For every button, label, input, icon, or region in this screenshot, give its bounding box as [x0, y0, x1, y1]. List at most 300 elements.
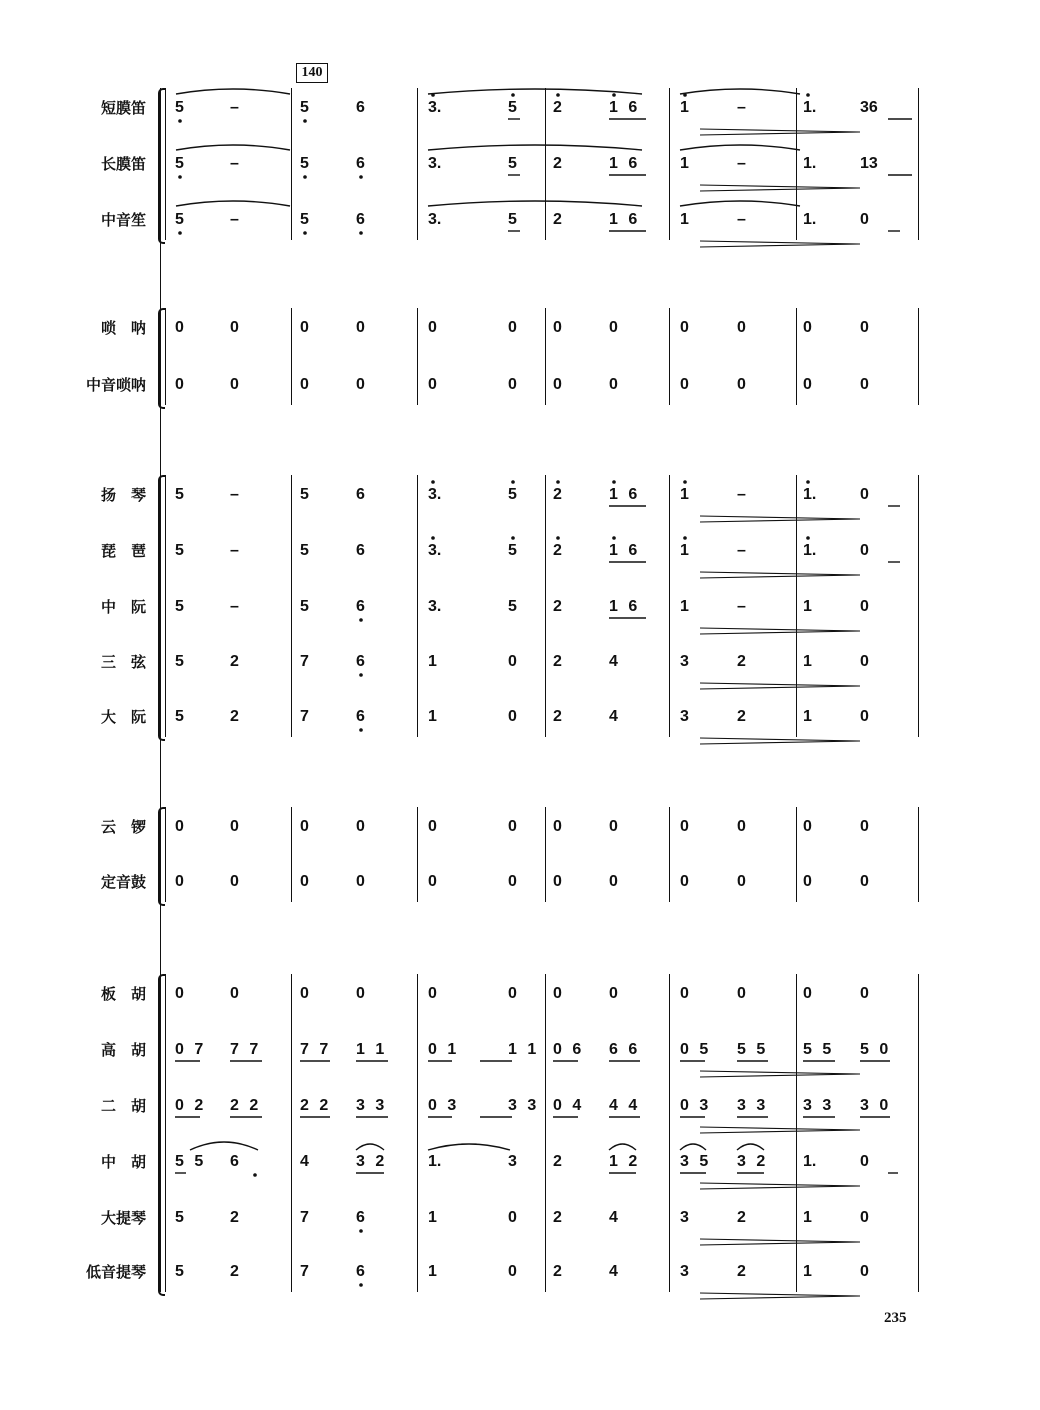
note-cell: 0 — [860, 542, 869, 559]
note-cell: 0 — [553, 873, 562, 890]
note-cell: 5 5 — [175, 1153, 207, 1170]
diminuendo-hairpin — [700, 1186, 860, 1189]
diminuendo-hairpin — [700, 1183, 860, 1186]
note-cell: 3 2 — [737, 1153, 769, 1170]
note-cell: 5 5 — [803, 1041, 835, 1058]
note-cell: 0 — [803, 376, 812, 393]
diminuendo-hairpin — [700, 1071, 860, 1074]
diminuendo-hairpin — [700, 241, 860, 244]
note-cell: 0 — [300, 319, 309, 336]
note-cell: 0 — [860, 1153, 869, 1170]
note-cell: 1 — [803, 1209, 812, 1226]
octave-dot-high — [612, 480, 616, 484]
instrument-label: 短膜笛 — [100, 99, 146, 117]
note-cell: 0 6 — [553, 1041, 585, 1058]
note-cell: 0 — [553, 376, 562, 393]
phrase-slur — [680, 201, 800, 206]
instrument-label: 唢 呐 — [100, 319, 146, 337]
note-cell: 0 — [230, 873, 239, 890]
instrument-label: 大提琴 — [100, 1209, 146, 1227]
note-cell: 0 — [356, 319, 365, 336]
diminuendo-hairpin — [700, 1293, 860, 1296]
note-cell: 3 5 — [680, 1153, 712, 1170]
note-cell: 1 — [680, 99, 689, 116]
note-cell: 5 — [508, 486, 517, 503]
note-cell: 3 3 — [737, 1097, 769, 1114]
note-cell: 0 — [860, 818, 869, 835]
note-cell: 0 — [803, 985, 812, 1002]
note-cell: 0 — [230, 376, 239, 393]
note-cell: 0 — [860, 598, 869, 615]
note-cell: 6 — [356, 99, 365, 116]
note-cell: 0 — [609, 319, 618, 336]
note-cell: 0 — [860, 1209, 869, 1226]
note-cell: 0 — [300, 873, 309, 890]
instrument-label: 三 弦 — [100, 653, 146, 671]
note-cell: 0 — [737, 873, 746, 890]
note-cell: 0 — [230, 319, 239, 336]
octave-dot-high — [556, 93, 560, 97]
note-cell: 36 — [860, 99, 878, 116]
note-cell: – — [230, 211, 239, 228]
instrument-label: 扬 琴 — [100, 486, 146, 504]
note-cell: 5 — [175, 598, 184, 615]
note-cell: 5 — [175, 542, 184, 559]
diminuendo-hairpin — [700, 683, 860, 686]
octave-dot-low — [178, 175, 182, 179]
note-cell: 5 — [175, 653, 184, 670]
note-cell: 1. — [803, 486, 817, 503]
note-cell: 0 — [680, 985, 689, 1002]
octave-dot-low — [253, 1173, 257, 1177]
note-cell: 6 — [356, 155, 365, 172]
note-cell: 0 — [175, 818, 184, 835]
note-cell: 0 — [175, 873, 184, 890]
note-cell: – — [230, 598, 239, 615]
note-cell: 5 — [175, 1209, 184, 1226]
note-cell: 3 — [680, 1263, 689, 1280]
note-cell: 1 — [803, 653, 812, 670]
note-cell: 0 — [680, 818, 689, 835]
octave-dot-low — [359, 618, 363, 622]
instrument-label: 低音提琴 — [85, 1263, 146, 1281]
note-cell: 0 — [860, 653, 869, 670]
note-cell: 0 — [508, 873, 517, 890]
diminuendo-hairpin — [700, 738, 860, 741]
note-cell: 2 — [553, 486, 562, 503]
note-cell: 6 — [356, 211, 365, 228]
note-cell: 0 — [680, 376, 689, 393]
octave-dot-low — [303, 175, 307, 179]
diminuendo-hairpin — [700, 132, 860, 135]
note-cell: 5 — [508, 99, 517, 116]
note-cell: 1 — [428, 1209, 437, 1226]
octave-dot-high — [511, 93, 515, 97]
diminuendo-hairpin — [700, 185, 860, 188]
note-cell: 6 — [356, 653, 365, 670]
note-cell: 0 — [860, 211, 869, 228]
note-cell: – — [737, 486, 746, 503]
note-cell: 2 — [737, 653, 746, 670]
note-cell: 0 — [300, 376, 309, 393]
phrase-slur — [428, 89, 642, 94]
note-cell: 5 — [175, 155, 184, 172]
instrument-label: 中音唢呐 — [85, 376, 146, 394]
note-cell: 5 — [508, 211, 517, 228]
octave-dot-high — [511, 536, 515, 540]
phrase-slur — [428, 201, 642, 206]
instrument-label: 长膜笛 — [100, 155, 146, 173]
legato-slur — [737, 1144, 764, 1150]
octave-dot-low — [303, 231, 307, 235]
note-cell: 3 0 — [860, 1097, 892, 1114]
note-cell: 0 — [508, 1209, 517, 1226]
phrase-slur — [176, 89, 290, 94]
note-cell: 0 — [609, 818, 618, 835]
note-cell: 0 — [737, 818, 746, 835]
note-cell: 4 — [609, 1209, 618, 1226]
note-cell: 2 2 — [300, 1097, 332, 1114]
note-cell: – — [737, 99, 746, 116]
note-cell: 1 — [680, 542, 689, 559]
note-cell: 5 — [300, 99, 309, 116]
diminuendo-hairpin — [700, 244, 860, 247]
note-cell: 1 6 — [609, 211, 641, 228]
note-cell: 0 4 — [553, 1097, 585, 1114]
octave-dot-low — [359, 673, 363, 677]
octave-dot-high — [431, 536, 435, 540]
note-cell: 0 — [175, 376, 184, 393]
note-cell: 1 2 — [609, 1153, 641, 1170]
note-cell: 3. — [428, 486, 442, 503]
octave-dot-low — [359, 175, 363, 179]
note-cell: 0 3 — [428, 1097, 460, 1114]
instrument-label: 板 胡 — [100, 985, 146, 1003]
note-cell: 4 4 — [609, 1097, 641, 1114]
note-cell: 0 — [300, 818, 309, 835]
note-cell: 1 — [803, 1263, 812, 1280]
diminuendo-hairpin — [700, 1127, 860, 1130]
note-cell: 3. — [428, 542, 442, 559]
note-cell: 1 6 — [609, 99, 641, 116]
note-cell: 1 6 — [609, 486, 641, 503]
note-cell: 0 — [609, 873, 618, 890]
note-cell: 1 1 — [356, 1041, 388, 1058]
note-cell: 3 3 — [803, 1097, 835, 1114]
note-cell: – — [737, 598, 746, 615]
note-cell: 2 — [737, 1263, 746, 1280]
note-cell: 5 — [175, 211, 184, 228]
phrase-slur — [176, 201, 290, 206]
note-cell: 5 — [175, 1263, 184, 1280]
note-cell: 0 — [356, 985, 365, 1002]
note-cell: 0 — [428, 818, 437, 835]
note-cell: 7 — [300, 1263, 309, 1280]
note-cell: 1 — [680, 155, 689, 172]
note-cell: 5 — [508, 598, 517, 615]
note-cell: 0 — [860, 486, 869, 503]
note-cell: – — [737, 211, 746, 228]
note-cell: 6 6 — [609, 1041, 641, 1058]
note-cell: 0 — [803, 319, 812, 336]
note-cell: 2 — [553, 1263, 562, 1280]
note-cell: 0 — [508, 376, 517, 393]
note-cell: 5 0 — [860, 1041, 892, 1058]
note-cell: 3. — [428, 99, 442, 116]
note-cell: 0 1 — [428, 1041, 460, 1058]
note-cell: 0 3 — [680, 1097, 712, 1114]
note-cell: 6 — [356, 486, 365, 503]
octave-dot-low — [359, 728, 363, 732]
legato-slur — [190, 1142, 258, 1150]
note-cell: 0 — [860, 708, 869, 725]
note-cell: 4 — [609, 653, 618, 670]
note-cell: 0 — [553, 818, 562, 835]
note-cell: 1 — [428, 653, 437, 670]
page-number: 235 — [884, 1310, 907, 1326]
note-cell: 2 — [737, 1209, 746, 1226]
note-cell: 0 — [860, 376, 869, 393]
note-cell: – — [737, 155, 746, 172]
note-cell: 5 — [508, 155, 517, 172]
diminuendo-hairpin — [700, 129, 860, 132]
note-cell: 0 — [680, 873, 689, 890]
note-cell: 0 — [553, 985, 562, 1002]
note-cell: 0 — [508, 818, 517, 835]
legato-slur — [356, 1144, 384, 1150]
octave-dot-high — [431, 480, 435, 484]
note-cell: 0 — [428, 319, 437, 336]
note-cell: 0 — [230, 985, 239, 1002]
note-cell: 1 6 — [609, 598, 641, 615]
note-cell: 0 — [428, 376, 437, 393]
note-cell: 2 — [553, 598, 562, 615]
note-cell: 13 — [860, 155, 878, 172]
note-cell: 0 — [508, 708, 517, 725]
note-cell: 5 — [300, 486, 309, 503]
instrument-label: 云 锣 — [100, 818, 146, 836]
note-cell: 1 — [680, 598, 689, 615]
note-cell: 0 — [356, 873, 365, 890]
instrument-label: 中音笙 — [100, 211, 146, 229]
instrument-label: 高 胡 — [100, 1041, 146, 1059]
note-cell: 6 — [230, 1153, 239, 1170]
note-cell: 0 — [737, 376, 746, 393]
octave-dot-low — [359, 231, 363, 235]
note-cell: 0 — [175, 319, 184, 336]
note-cell: 4 — [300, 1153, 309, 1170]
octave-dot-high — [806, 93, 810, 97]
octave-dot-high — [806, 536, 810, 540]
legato-slur — [428, 1144, 510, 1150]
note-cell: 2 — [230, 1263, 239, 1280]
note-cell: 6 — [356, 1209, 365, 1226]
instrument-label: 中 阮 — [100, 598, 146, 616]
note-cell: 2 — [230, 1209, 239, 1226]
octave-dot-high — [683, 536, 687, 540]
note-cell: 6 — [356, 708, 365, 725]
phrase-slur — [176, 145, 290, 150]
note-cell: 6 — [356, 1263, 365, 1280]
note-cell: 0 — [356, 376, 365, 393]
note-cell: 1 — [803, 708, 812, 725]
diminuendo-hairpin — [700, 686, 860, 689]
note-cell: – — [230, 99, 239, 116]
note-cell: 0 — [508, 985, 517, 1002]
note-cell: 3. — [428, 598, 442, 615]
diminuendo-hairpin — [700, 572, 860, 575]
instrument-label: 大 阮 — [100, 708, 146, 726]
note-cell: 0 — [609, 985, 618, 1002]
legato-slur — [680, 1144, 706, 1150]
instrument-label: 中 胡 — [100, 1153, 146, 1171]
rehearsal-mark: 140 — [296, 63, 328, 83]
note-cell: 2 — [230, 653, 239, 670]
note-cell: 0 — [737, 319, 746, 336]
phrase-slur — [680, 89, 800, 94]
note-cell: 0 — [860, 319, 869, 336]
note-cell: 0 — [553, 319, 562, 336]
note-cell: 0 — [230, 818, 239, 835]
note-cell: 0 — [680, 319, 689, 336]
note-cell: 0 — [803, 818, 812, 835]
octave-dot-high — [612, 536, 616, 540]
diminuendo-hairpin — [700, 516, 860, 519]
note-cell: 1. — [803, 542, 817, 559]
diminuendo-hairpin — [700, 1239, 860, 1242]
note-cell: 2 — [553, 211, 562, 228]
note-cell: 5 5 — [737, 1041, 769, 1058]
note-cell: 1 1 — [508, 1041, 540, 1058]
note-cell: 0 — [803, 873, 812, 890]
octave-dot-high — [683, 480, 687, 484]
diminuendo-hairpin — [700, 188, 860, 191]
note-cell: 5 — [508, 542, 517, 559]
octave-dot-low — [178, 231, 182, 235]
note-cell: 2 — [553, 1209, 562, 1226]
note-cell: 0 — [428, 873, 437, 890]
note-cell: – — [230, 155, 239, 172]
note-cell: 0 — [737, 985, 746, 1002]
note-cell: 2 — [553, 99, 562, 116]
note-cell: 2 — [553, 1153, 562, 1170]
octave-dot-low — [303, 119, 307, 123]
octave-dot-high — [806, 480, 810, 484]
note-cell: 5 — [175, 486, 184, 503]
instrument-label: 定音鼓 — [100, 873, 146, 891]
note-cell: – — [737, 542, 746, 559]
diminuendo-hairpin — [700, 628, 860, 631]
diminuendo-hairpin — [700, 631, 860, 634]
phrase-slur — [680, 145, 800, 150]
note-cell: 4 — [609, 708, 618, 725]
note-cell: 5 — [300, 542, 309, 559]
note-cell: 1. — [803, 1153, 817, 1170]
note-cell: 1 — [803, 598, 812, 615]
note-cell: 7 7 — [300, 1041, 332, 1058]
note-cell: 0 2 — [175, 1097, 207, 1114]
note-cell: 0 — [609, 376, 618, 393]
note-cell: 1. — [803, 155, 817, 172]
note-cell: 3 — [680, 653, 689, 670]
note-cell: 0 — [175, 985, 184, 1002]
diminuendo-hairpin — [700, 741, 860, 744]
note-cell: – — [230, 542, 239, 559]
note-cell: 3 3 — [508, 1097, 540, 1114]
note-cell: 1. — [803, 99, 817, 116]
note-cell: 1. — [803, 211, 817, 228]
note-cell: 3 — [680, 1209, 689, 1226]
instrument-label: 琵 琶 — [100, 542, 146, 560]
note-cell: 1 — [680, 211, 689, 228]
note-cell: 0 — [508, 1263, 517, 1280]
octave-dot-high — [556, 480, 560, 484]
note-cell: 3 — [680, 708, 689, 725]
note-cell: 2 — [553, 542, 562, 559]
octave-dot-low — [359, 1283, 363, 1287]
legato-slur — [609, 1144, 636, 1150]
note-cell: – — [230, 486, 239, 503]
note-cell: 1. — [428, 1153, 442, 1170]
note-cell: 1 — [428, 1263, 437, 1280]
note-cell: 3. — [428, 211, 442, 228]
note-cell: 3 — [508, 1153, 517, 1170]
octave-dot-high — [556, 536, 560, 540]
note-cell: 2 — [553, 155, 562, 172]
note-cell: 4 — [609, 1263, 618, 1280]
note-cell: 5 — [300, 211, 309, 228]
note-cell: 0 7 — [175, 1041, 207, 1058]
note-cell: 7 — [300, 708, 309, 725]
octave-dot-low — [359, 1229, 363, 1233]
note-cell: 0 — [860, 873, 869, 890]
note-cell: 2 — [553, 653, 562, 670]
note-cell: 7 — [300, 1209, 309, 1226]
note-cell: 2 — [230, 708, 239, 725]
note-cell: 0 5 — [680, 1041, 712, 1058]
note-cell: 3. — [428, 155, 442, 172]
note-cell: 7 — [300, 653, 309, 670]
diminuendo-hairpin — [700, 1296, 860, 1299]
note-cell: 6 — [356, 598, 365, 615]
instrument-label: 二 胡 — [100, 1097, 146, 1115]
note-cell: 1 6 — [609, 155, 641, 172]
note-cell: 5 — [175, 99, 184, 116]
diminuendo-hairpin — [700, 1074, 860, 1077]
note-cell: 3 2 — [356, 1153, 388, 1170]
note-cell: 1 — [680, 486, 689, 503]
diminuendo-hairpin — [700, 575, 860, 578]
note-cell: 5 — [300, 155, 309, 172]
octave-dot-high — [683, 93, 687, 97]
diminuendo-hairpin — [700, 1242, 860, 1245]
note-cell: 0 — [508, 319, 517, 336]
octave-dot-low — [178, 119, 182, 123]
octave-dot-high — [511, 480, 515, 484]
note-cell: 0 — [860, 985, 869, 1002]
note-cell: 0 — [300, 985, 309, 1002]
note-cell: 1 6 — [609, 542, 641, 559]
note-cell: 5 — [300, 598, 309, 615]
phrase-slur — [428, 145, 642, 150]
note-cell: 0 — [860, 1263, 869, 1280]
diminuendo-hairpin — [700, 1130, 860, 1133]
note-cell: 0 — [428, 985, 437, 1002]
note-cell: 3 3 — [356, 1097, 388, 1114]
note-cell: 1 — [428, 708, 437, 725]
note-cell: 0 — [508, 653, 517, 670]
note-cell: 7 7 — [230, 1041, 262, 1058]
